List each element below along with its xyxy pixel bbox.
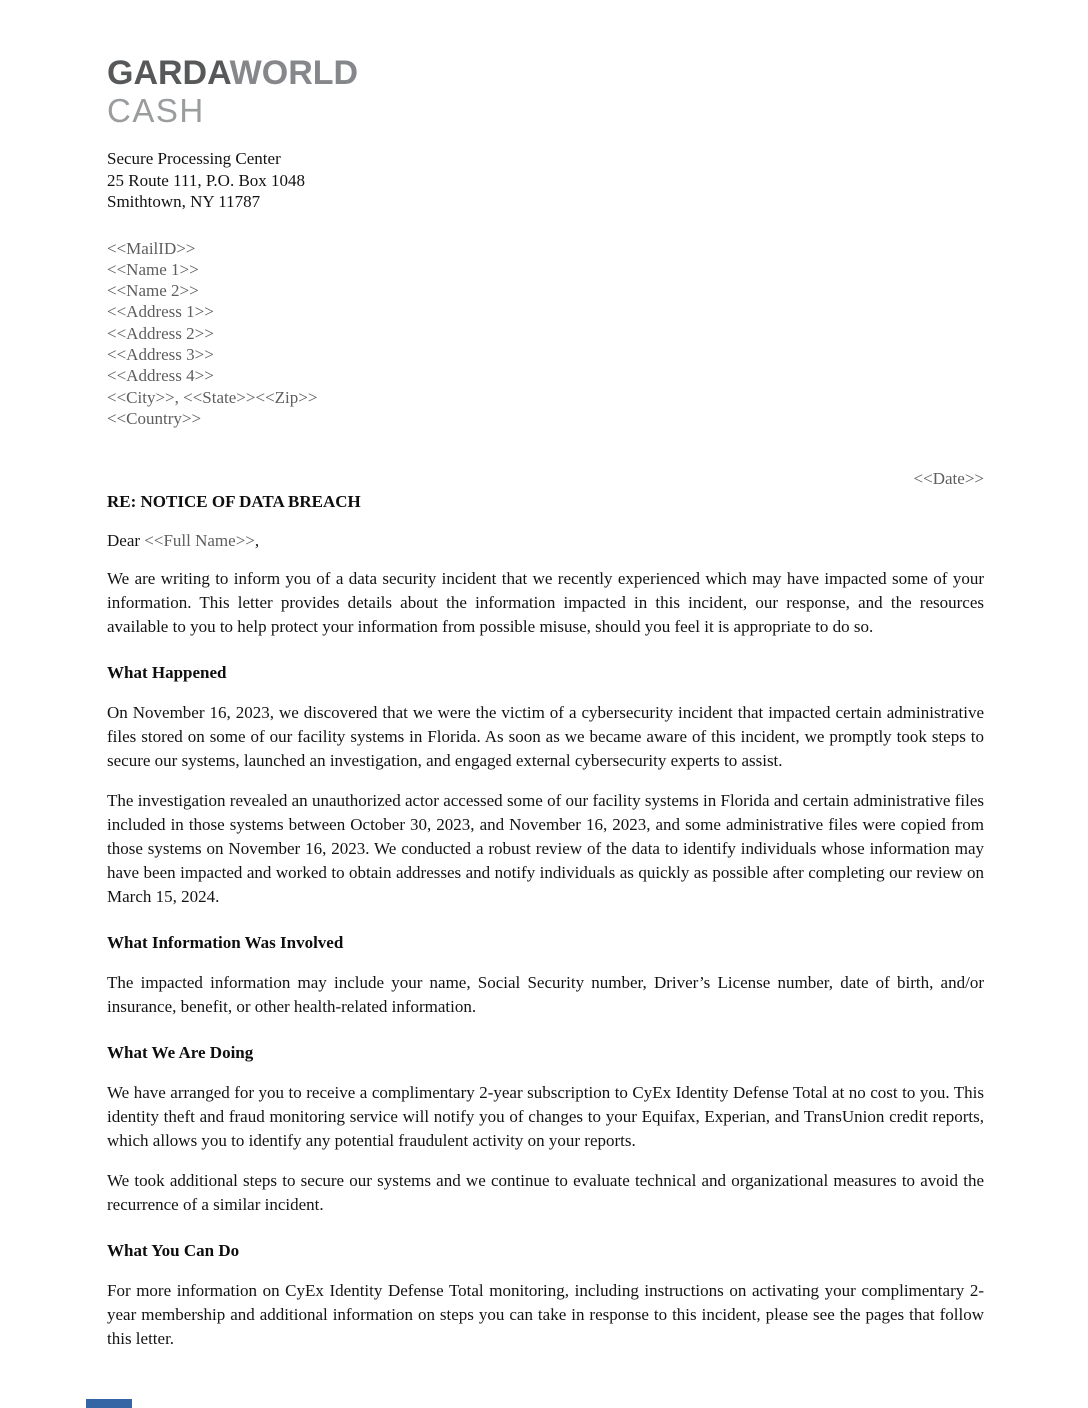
paragraph-information-involved: The impacted information may include your name, Social Security number, Driver’s License number, date of birth, and/or insurance, benefit, or other health-related information. <box>107 973 984 1017</box>
logo-garda-text: GARDA <box>107 54 232 92</box>
merge-field-name2: <<Name 2>> <box>107 281 199 301</box>
logo-wordmark <box>107 56 984 90</box>
salutation-prefix: Dear <box>107 531 145 551</box>
letter-body <box>107 567 984 1351</box>
paragraph-intro: We are writing to inform you of a data security incident that we recently experienced which may have impacted some of your information. This letter provides details about the information impacted in this incident, our response, and the resources available to you to help protect your information from possible misuse, should you feel it is appropriate to do so. <box>107 569 984 637</box>
merge-field-city-state-zip: <<City>>, <<State>><<Zip>> <box>107 387 318 407</box>
recipient-merge-fields <box>107 238 984 430</box>
logo-world-text: WORLD <box>229 54 359 92</box>
merge-field-full-name: <<Full Name>> <box>144 531 255 551</box>
paragraph-additional-steps: We took additional steps to secure our systems and we continue to evaluate technical and organizational measures to avoid the recurrence of a similar incident. <box>107 1171 984 1215</box>
paragraph-investigation: The investigation revealed an unauthorized actor accessed some of our facility systems in Florida and certain administrative files included in those systems between October 30, 2023, and November 16, 2023, and some administrative files were copied from those systems on November 16, 2023. We conducted a robust review of the data to identify individuals whose information may have been impacted and worked to obtain addresses and notify individuals as quickly as possible after completing our review on March 15, 2024. <box>107 791 984 907</box>
heading-information-involved: What Information Was Involved <box>107 933 344 953</box>
footer-page-marker <box>86 1399 132 1408</box>
merge-field-address4: <<Address 4>> <box>107 366 214 386</box>
subject-line: RE: NOTICE OF DATA BREACH <box>107 492 361 512</box>
paragraph-more-information: For more information on CyEx Identity Defense Total monitoring, including instructions on activating your complimentary 2-year membership and additional information on steps you can take in response to this incident, please see the pages that follow this letter. <box>107 1281 984 1349</box>
merge-field-name1: <<Name 1>> <box>107 259 199 279</box>
paragraph-incident-discovery: On November 16, 2023, we discovered that we were the victim of a cybersecurity incident that impacted certain administrative files stored on some of our facility systems in Florida. As soon as we became aware of this incident, we promptly took steps to secure our systems, launched an investigation, and engaged external cybersecurity experts to assist. <box>107 703 984 771</box>
salutation-line <box>107 530 984 552</box>
logo-cash-text: CASH <box>107 92 205 129</box>
merge-field-country: <<Country>> <box>107 408 202 428</box>
merge-field-address1: <<Address 1>> <box>107 302 214 322</box>
heading-what-you-can-do: What You Can Do <box>107 1241 240 1261</box>
sender-address-line: Smithtown, NY 11787 <box>107 192 261 211</box>
gardaworld-cash-logo <box>107 56 984 127</box>
merge-field-address3: <<Address 3>> <box>107 344 214 364</box>
merge-field-address2: <<Address 2>> <box>107 323 214 343</box>
paragraph-subscription-offer: We have arranged for you to receive a complimentary 2-year subscription to CyEx Identity Defense Total at no cost to you. This identity theft and fraud monitoring service will notify you of changes to your Equifax, Experian, and TransUnion credit reports, which allows you to identify any potential fraudulent activity on your reports. <box>107 1083 984 1151</box>
sender-address-line: 25 Route 111, P.O. Box 1048 <box>107 170 306 190</box>
date-merge-field: <<Date>> <box>913 469 984 489</box>
heading-what-happened: What Happened <box>107 663 227 683</box>
salutation-suffix: , <box>254 531 260 551</box>
sender-address-block <box>107 148 984 213</box>
sender-address-line: Secure Processing Center <box>107 149 281 168</box>
merge-field-mailid: <<MailID>> <box>107 238 196 258</box>
heading-what-we-are-doing: What We Are Doing <box>107 1043 254 1063</box>
